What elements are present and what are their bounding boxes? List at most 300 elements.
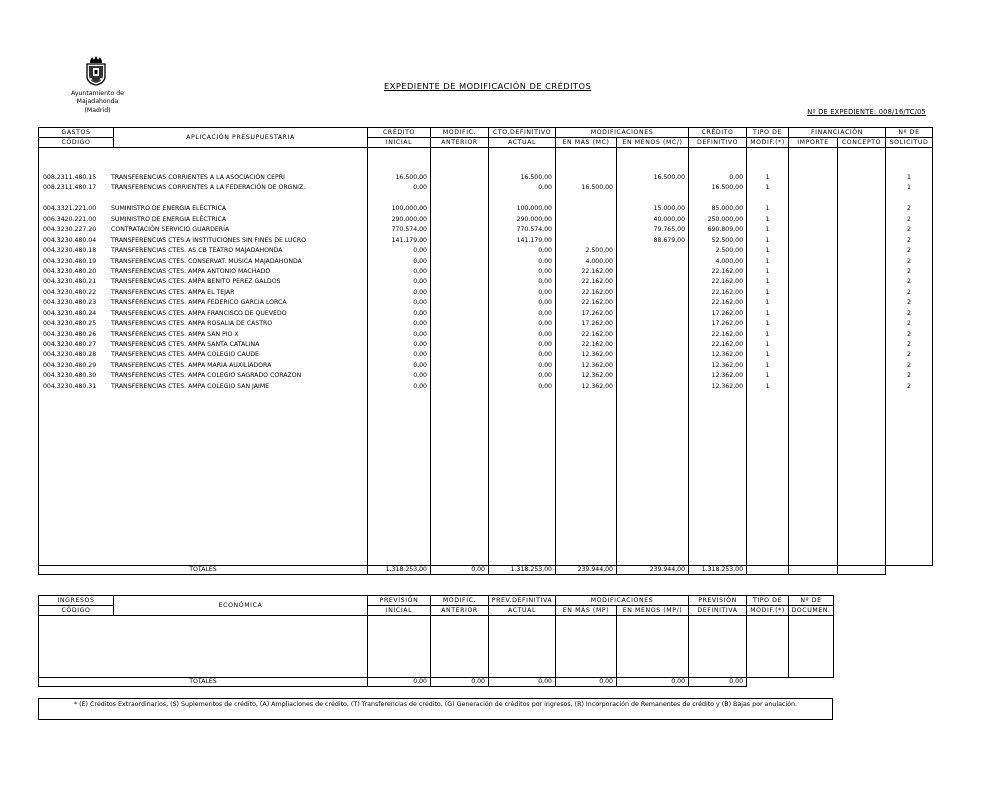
row-definitivo: 12.362,00 (711, 351, 744, 359)
ing-col-prevision-inicial (368, 616, 431, 678)
row-codigo-aplicacion (43, 183, 367, 193)
row-definitivo: 52.500,00 (711, 236, 744, 244)
row-actual: 16.500,00 (520, 174, 552, 181)
row-definitivo (689, 194, 743, 204)
row-solicitud: 2 (907, 288, 911, 296)
row-inicial: 290.000,00 (391, 215, 427, 223)
row-codigo-aplicacion (43, 225, 367, 235)
row-actual: 0,00 (538, 309, 552, 317)
document-title: EXPEDIENTE DE MODIFICACIÓN DE CRÉDITOS (384, 81, 592, 91)
col-credito-definitivo (689, 148, 747, 566)
row-mas: 12.362,00 (581, 382, 613, 390)
row-aplicacion: TRANSFERENCIAS CTES. AMPA FEDERICO GARCIA LORCA (111, 299, 287, 307)
row-tipo: 1 (765, 351, 770, 359)
header-ing-tipo-modif-1: TIPO DE (747, 596, 789, 606)
header-prev-definitiva-2: ACTUAL (489, 606, 556, 616)
row-mas (556, 204, 613, 214)
en-mas-lines (556, 173, 613, 392)
row-menos (617, 288, 685, 298)
row-codigo-aplicacion (43, 298, 367, 308)
header-concepto: CONCEPTO (838, 138, 886, 148)
row-codigo: 004.3230.480.25 (43, 320, 97, 328)
row-tipo (747, 194, 788, 204)
row-solicitud: 2 (907, 257, 911, 265)
col-importe (789, 148, 838, 566)
row-tipo: 1 (765, 215, 770, 223)
header-modific-anterior-1: MODIFIC. (431, 128, 489, 138)
row-codigo-aplicacion (43, 173, 367, 183)
row-solicitud: 2 (907, 247, 911, 255)
row-aplicacion: TRANSFERENCIAS CTES. AMPA FRANCISCO DE QUEVEDO (111, 309, 287, 317)
modific-anterior-lines (431, 173, 485, 392)
row-actual: 0,00 (538, 320, 552, 328)
row-definitivo: 17.262,00 (711, 309, 744, 317)
row-codigo-aplicacion (43, 319, 367, 329)
row-inicial: 0,00 (413, 309, 427, 317)
row-solicitud: 2 (907, 351, 911, 359)
row-anterior (431, 236, 485, 246)
header-financiacion: FINANCIACIÓN (789, 128, 886, 138)
row-aplicacion: SUMINISTRO DE ENERGIA ELÉCTRICA (111, 205, 227, 213)
row-anterior (431, 215, 485, 225)
row-menos (617, 371, 685, 381)
ing-col-prevision-definitiva (689, 616, 747, 678)
header-gastos: GASTOS (39, 128, 114, 138)
row-mas (556, 225, 613, 235)
row-actual: 770.574,00 (516, 226, 552, 234)
coat-of-arms-icon (85, 54, 107, 86)
row-codigo: 004.3230.227.20 (43, 226, 97, 234)
gastos-total-actual: 1.318.253,00 (489, 566, 556, 575)
header-ing-modific-anterior-1: MODIFIC. (431, 596, 489, 606)
municipality-name (60, 90, 135, 115)
ingresos-total-mas: 0,00 (556, 678, 617, 687)
header-economica: ECONÓMICA (114, 596, 368, 616)
row-actual: 0,00 (538, 278, 552, 286)
row-solicitud: 2 (907, 267, 911, 275)
row-codigo-aplicacion (43, 204, 367, 214)
row-aplicacion: TRANSFERENCIAS CTES. AMPA ANTONIO MACHADO (111, 267, 271, 275)
gastos-body (39, 148, 933, 566)
row-anterior (431, 288, 485, 298)
row-definitivo: 16.500,00 (711, 184, 744, 192)
row-codigo-aplicacion (43, 350, 367, 360)
row-codigo: 004.3230.480.28 (43, 351, 97, 359)
row-solicitud: 2 (907, 382, 911, 390)
row-menos (617, 340, 685, 350)
row-solicitud: 2 (907, 278, 911, 286)
row-menos: 88.679,00 (653, 236, 686, 244)
row-menos: 15.000,00 (653, 205, 686, 213)
row-actual: 0,00 (538, 184, 552, 192)
header-prev-definitiva-1: PREV.DEFINITIVA (489, 596, 556, 606)
row-definitivo: 4.000,00 (715, 257, 744, 265)
gastos-total-empty (886, 566, 933, 575)
row-actual: 0,00 (538, 341, 552, 348)
row-mas: 4.000,00 (585, 257, 613, 265)
row-actual: 0,00 (538, 330, 552, 338)
row-actual: 0,00 (538, 288, 552, 296)
header-ing-codigo: CÓDIGO (39, 606, 114, 616)
col-credito-inicial (368, 148, 431, 566)
ingresos-total-anterior: 0,00 (431, 678, 489, 687)
row-solicitud: 2 (907, 361, 911, 369)
row-menos (617, 361, 685, 371)
row-solicitud: 2 (907, 226, 911, 234)
header-modificaciones: MODIFICACIONES (556, 128, 689, 138)
row-aplicacion: TRANSFERENCIAS CTES. AMPA SANTA CATALINA (111, 341, 260, 348)
row-tipo: 1 (765, 257, 770, 265)
row-actual: 0,00 (538, 299, 552, 307)
row-solicitud: 2 (907, 299, 911, 307)
col-concepto (838, 148, 886, 566)
row-solicitud: 2 (907, 236, 911, 244)
header-modific-anterior-2: ANTERIOR (431, 138, 489, 148)
header-solicitud-2: SOLICITUD (886, 138, 933, 148)
row-codigo: 008.2311.480.17 (43, 184, 97, 192)
row-codigo-aplicacion (43, 330, 367, 340)
col-en-menos (617, 148, 689, 566)
row-aplicacion: SUMINISTRO DE ENERGIA ELÉCTRICA (111, 215, 227, 223)
row-definitivo: 12.362,00 (711, 372, 744, 380)
row-actual (489, 194, 552, 204)
row-tipo: 1 (765, 299, 770, 307)
gastos-total-concepto (838, 566, 886, 575)
row-aplicacion: TRANSFERENCIAS CTES. AMPA COLEGIO SAN JAIME (111, 382, 270, 390)
ing-col-en-menos (617, 616, 689, 678)
header-codigo: CÓDIGO (39, 138, 114, 148)
row-anterior (431, 246, 485, 256)
row-aplicacion: TRANSFERENCIAS CTES. AMPA MARIA AUXILIADORA (111, 361, 272, 369)
row-mas: 12.362,00 (581, 361, 613, 369)
row-inicial: 0,00 (413, 382, 427, 390)
gastos-total-tipo (747, 566, 789, 575)
row-codigo: 004.3230.480.19 (43, 257, 97, 265)
row-codigo-aplicacion (43, 236, 367, 246)
row-anterior (431, 309, 485, 319)
row-inicial: 0,00 (413, 184, 427, 192)
row-menos (617, 277, 685, 287)
row-inicial: 141.179,00 (391, 236, 427, 244)
ingresos-total-definitivo: 0,00 (689, 678, 747, 687)
row-definitivo: 85.000,00 (711, 205, 744, 213)
header-tipo-modif-1: TIPO DE (747, 128, 789, 138)
row-codigo: 008.2311.480.15 (43, 174, 97, 181)
row-anterior (431, 257, 485, 267)
row-aplicacion: TRANSFERENCIAS CORRIENTES A LA ASOCIACIÓN CEPRI (111, 174, 285, 181)
row-menos (617, 350, 685, 360)
row-menos (617, 267, 685, 277)
row-menos (617, 183, 685, 193)
row-codigo-aplicacion (43, 194, 367, 204)
row-tipo: 1 (765, 372, 770, 380)
header-prevision-inicial-1: PREVISIÓN (368, 596, 431, 606)
ingresos-total-menos: 0,00 (617, 678, 689, 687)
row-tipo: 1 (765, 309, 770, 317)
row-codigo-aplicacion (43, 371, 367, 381)
row-inicial: 0,00 (413, 257, 427, 265)
row-actual: 0,00 (538, 351, 552, 359)
row-inicial: 0,00 (413, 267, 427, 275)
ingresos-total-empty-1 (747, 678, 789, 687)
row-inicial: 0,00 (413, 278, 427, 286)
ingresos-body (39, 616, 834, 678)
row-inicial: 0,00 (413, 288, 427, 296)
row-codigo: 004.3230.480.27 (43, 341, 97, 348)
row-tipo: 1 (765, 226, 770, 234)
row-definitivo: 250.000,00 (707, 215, 744, 223)
row-menos (617, 257, 685, 267)
row-codigo-aplicacion (43, 361, 367, 371)
en-menos-lines (617, 173, 685, 392)
row-solicitud: 2 (907, 215, 911, 223)
municipality-line: Ayuntamiento de (71, 90, 124, 97)
row-codigo-aplicacion (43, 288, 367, 298)
row-menos: 16.500,00 (653, 174, 686, 181)
row-aplicacion: TRANSFERENCIAS CTES.A INSTITUCIONES SIN FINES DE LUCRO (111, 236, 307, 244)
row-actual: 100.000,00 (516, 205, 552, 213)
col-codigo-aplicacion (39, 148, 368, 566)
row-actual: 141.179,00 (516, 236, 552, 244)
header-prevision-definitiva-2: DEFINITIVA (689, 606, 747, 616)
gastos-table (38, 127, 933, 575)
row-mas: 17.262,00 (581, 320, 613, 328)
row-inicial: 0,00 (413, 330, 427, 338)
row-codigo: 004.3230.480.04 (43, 236, 97, 244)
ingresos-table (38, 595, 834, 687)
row-solicitud: 2 (907, 341, 911, 348)
row-mas: 12.362,00 (581, 351, 613, 359)
footnote: * (E) Créditos Extraordinarios, (S) Suplementos de crédito, (A) Ampliaciones de crédito, (T) Transferencias de crédito, (G) Generación de créditos por ingresos, (R) Incorporación de Remanentes de crédito y (B) Bajas por anulación. (38, 698, 833, 720)
row-codigo-aplicacion (43, 257, 367, 267)
row-inicial: 100.000,00 (391, 205, 427, 213)
solicitud-lines (886, 173, 932, 392)
ingresos-totals-label: TOTALES (39, 678, 368, 687)
ing-col-modific-anterior (431, 616, 489, 678)
ingresos-total-actual: 0,00 (489, 678, 556, 687)
tipo-modif-lines (747, 173, 788, 392)
row-aplicacion: TRANSFERENCIAS CTES. AMPA EL TEJAR (111, 288, 235, 296)
col-modific-anterior (431, 148, 489, 566)
row-aplicacion: TRANSFERENCIAS CTES. AMPA SAN PIO X (111, 330, 239, 338)
row-definitivo: 22.162,00 (711, 288, 744, 296)
gastos-total-importe (789, 566, 838, 575)
gastos-total-menos: 239.944,00 (617, 566, 689, 575)
row-mas: 22.162,00 (581, 330, 613, 338)
header-ing-modificaciones: MODIFICACIONES (556, 596, 689, 606)
header-credito-inicial-1: CRÉDITO (368, 128, 431, 138)
gastos-total-mas: 239.944,00 (556, 566, 617, 575)
row-anterior (431, 340, 485, 350)
row-inicial: 0,00 (413, 351, 427, 359)
ing-col-documen (789, 616, 834, 678)
row-menos (617, 246, 685, 256)
row-aplicacion: TRANSFERENCIAS CTES. AMPA COLEGIO SAGRADO CORAZON (111, 372, 302, 380)
row-menos: 40.000,00 (653, 215, 686, 223)
row-menos (617, 319, 685, 329)
gastos-total-inicial: 1.318.253,00 (368, 566, 431, 575)
row-tipo: 1 (765, 320, 770, 328)
row-codigo: 004.3230.480.26 (43, 330, 97, 338)
row-menos (617, 382, 685, 392)
row-aplicacion: TRANSFERENCIAS CTES. AS CB TEATRO MAJADAHONDA (111, 247, 283, 255)
header-solicitud-1: Nº DE (886, 128, 933, 138)
row-mas: 12.362,00 (581, 372, 613, 380)
row-codigo-aplicacion (43, 267, 367, 277)
header-ingresos: INGRESOS (39, 596, 114, 606)
row-anterior (431, 225, 485, 235)
row-aplicacion: TRANSFERENCIAS CORRIENTES A LA FEDERACIÓN DE ORGNIZ. (111, 184, 306, 192)
row-solicitud: 2 (907, 330, 911, 338)
row-aplicacion: TRANSFERENCIAS CTES. AMPA BENITO PEREZ GALDOS (111, 278, 281, 286)
row-definitivo: 12.362,00 (711, 382, 744, 390)
row-mas (556, 194, 613, 204)
row-mas: 22.162,00 (581, 288, 613, 296)
header-documen-1: Nº DE (789, 596, 834, 606)
col-solicitud (886, 148, 933, 566)
row-codigo: 006.3420.221.00 (43, 215, 97, 223)
header-importe: IMPORTE (789, 138, 838, 148)
header-ing-en-menos: EN MENOS (MP/) (617, 606, 689, 616)
gastos-total-anterior: 0,00 (431, 566, 489, 575)
row-tipo: 1 (765, 382, 770, 390)
row-solicitud: 2 (907, 320, 911, 328)
col-tipo-modif (747, 148, 789, 566)
row-anterior (431, 194, 485, 204)
row-inicial: 770.574,00 (391, 226, 427, 234)
row-codigo-aplicacion (43, 215, 367, 225)
header-ing-en-mas: EN MÁS (MP) (556, 606, 617, 616)
row-actual: 0,00 (538, 267, 552, 275)
row-anterior (431, 330, 485, 340)
row-actual: 290.000,00 (516, 215, 552, 223)
row-solicitud: 1 (907, 174, 911, 181)
row-codigo-aplicacion (43, 246, 367, 256)
ing-col-tipo-modif (747, 616, 789, 678)
header-credito-definitivo-1: CRÉDITO (689, 128, 747, 138)
row-anterior (431, 173, 485, 183)
header-documen-2: DOCUMEN. (789, 606, 834, 616)
row-anterior (431, 298, 485, 308)
row-mas (556, 173, 613, 183)
row-codigo: 004.3230.480.21 (43, 278, 97, 286)
row-solicitud: 2 (907, 372, 911, 380)
row-definitivo: 22.162,00 (711, 330, 744, 338)
row-tipo: 1 (765, 288, 770, 296)
row-inicial: 0,00 (413, 341, 427, 348)
row-tipo: 1 (765, 205, 770, 213)
row-mas: 22.162,00 (581, 341, 613, 348)
row-inicial: 0,00 (413, 299, 427, 307)
row-mas (556, 215, 613, 225)
row-tipo: 1 (765, 236, 770, 244)
header-credito-definitivo-2: DEFINITIVO (689, 138, 747, 148)
row-mas: 22.162,00 (581, 267, 613, 275)
row-codigo: 004.3321.221.00 (43, 205, 97, 213)
ing-col-codigo-economica (39, 616, 368, 678)
ing-col-en-mas (556, 616, 617, 678)
header-aplicacion: APLICACIÓN PRESUPUESTARIA (114, 128, 368, 148)
header-prevision-definitiva-1: PREVISIÓN (689, 596, 747, 606)
header-prevision-inicial-2: INICIAL (368, 606, 431, 616)
row-mas: 17.262,00 (581, 309, 613, 317)
col-en-mas (556, 148, 617, 566)
row-solicitud: 1 (907, 184, 911, 192)
row-menos: 79.765,00 (653, 226, 686, 234)
row-inicial: 0,00 (413, 361, 427, 369)
row-definitivo: 690.809,00 (707, 226, 744, 234)
row-anterior (431, 361, 485, 371)
row-anterior (431, 267, 485, 277)
row-definitivo: 22.162,00 (711, 341, 744, 348)
row-menos (617, 330, 685, 340)
row-codigo-aplicacion (43, 382, 367, 392)
row-definitivo: 0,00 (729, 174, 744, 181)
row-solicitud: 2 (907, 309, 911, 317)
row-tipo: 1 (765, 247, 770, 255)
row-tipo: 1 (765, 267, 770, 275)
header-credito-inicial-2: INICIAL (368, 138, 431, 148)
row-tipo: 1 (765, 341, 770, 348)
row-mas: 2.500,00 (585, 247, 613, 255)
header-en-mas: EN MÁS (MC) (556, 138, 617, 148)
row-inicial: 0,00 (413, 247, 427, 255)
header-cto-definitivo-2: ACTUAL (489, 138, 556, 148)
expediente-number: Nº DE EXPEDIENTE: 008/16/TC/05 (807, 108, 926, 116)
row-mas: 22.162,00 (581, 299, 613, 307)
row-definitivo: 2.500,00 (715, 247, 744, 255)
row-anterior (431, 350, 485, 360)
row-inicial: 16.500,00 (395, 174, 427, 181)
row-codigo: 004.3230.480.22 (43, 288, 97, 296)
row-aplicacion: CONTRATACIÓN SERVICIO GUARDERÍA (111, 226, 230, 234)
row-inicial: 0,00 (413, 320, 427, 328)
row-codigo-aplicacion (43, 340, 367, 350)
row-menos (617, 309, 685, 319)
row-menos (617, 298, 685, 308)
row-tipo: 1 (765, 330, 770, 338)
row-codigo: 004.3230.480.31 (43, 382, 97, 390)
row-anterior (431, 277, 485, 287)
header-tipo-modif-2: MODIF.(*) (747, 138, 789, 148)
row-solicitud (886, 194, 932, 204)
row-codigo: 004.3230.480.30 (43, 372, 97, 380)
header-ing-modific-anterior-2: ANTERIOR (431, 606, 489, 616)
row-codigo: 004.3230.480.23 (43, 299, 97, 307)
row-codigo-aplicacion (43, 309, 367, 319)
header-ing-tipo-modif-2: MODIF.(*) (747, 606, 789, 616)
row-actual: 0,00 (538, 257, 552, 265)
row-definitivo: 22.162,00 (711, 267, 744, 275)
row-anterior (431, 204, 485, 214)
codigo-aplicacion-lines (43, 173, 367, 392)
row-menos (617, 194, 685, 204)
row-actual: 0,00 (538, 382, 552, 390)
row-inicial: 0,00 (413, 372, 427, 380)
header-en-menos: EN MENOS (MC/) (617, 138, 689, 148)
row-mas (556, 236, 613, 246)
municipality-line: Majadahonda (76, 98, 119, 106)
gastos-totals-row (39, 566, 933, 575)
row-definitivo: 17.262,00 (711, 320, 744, 328)
credito-definitivo-lines (689, 173, 743, 392)
row-definitivo: 22.162,00 (711, 278, 744, 286)
municipality-line: (Madrid) (84, 106, 111, 114)
credito-inicial-lines (368, 173, 427, 392)
row-inicial (368, 194, 427, 204)
row-anterior (431, 371, 485, 381)
row-anterior (431, 382, 485, 392)
